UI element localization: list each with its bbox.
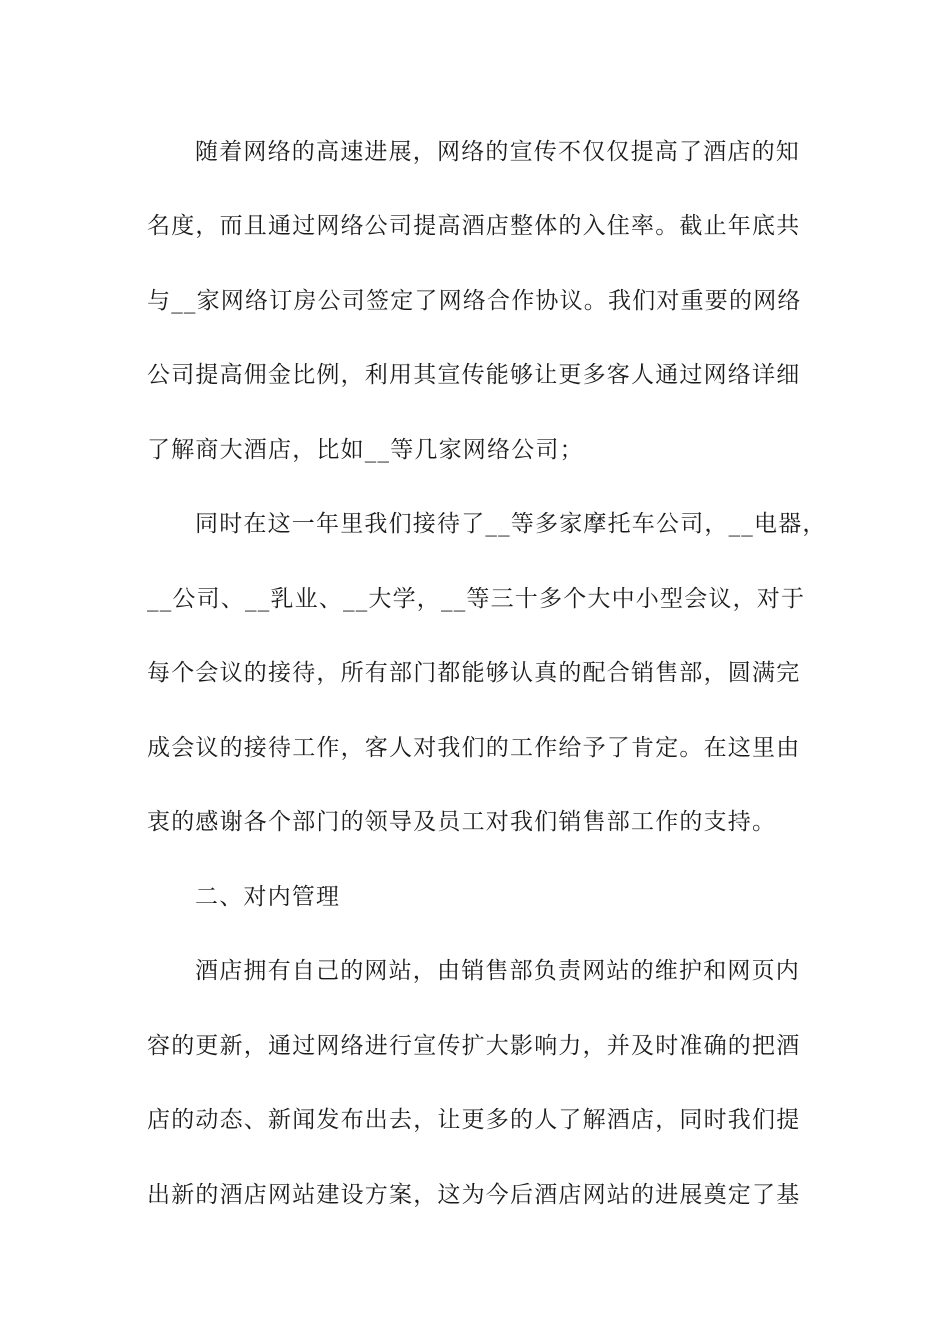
paragraph-1-line-4: 公司提高佣金比例，利用其宣传能够让更多客人通过网络详细 [147, 362, 801, 388]
paragraph-3-line-3: 店的动态、新闻发布出去，让更多的人了解酒店，同时我们提 [147, 1107, 801, 1133]
paragraph-3-line-1: 酒店拥有自己的网站，由销售部负责网站的维护和网页内 [195, 958, 800, 984]
paragraph-1-line-5: 了解商大酒店，比如__等几家网络公司； [147, 437, 584, 463]
paragraph-3-line-4: 出新的酒店网站建设方案，这为今后酒店网站的进展奠定了基 [147, 1182, 801, 1208]
section-heading: 二、对内管理 [195, 884, 341, 910]
paragraph-2-line-4: 成会议的接待工作，客人对我们的工作给予了肯定。在这里由 [147, 735, 801, 761]
paragraph-2-line-2: __公司、__乳业、__大学，__等三十多个大中小型会议，对于 [147, 586, 806, 612]
paragraph-3-line-2: 容的更新，通过网络进行宣传扩大影响力，并及时准确的把酒 [147, 1033, 801, 1059]
paragraph-2-line-1: 同时在这一年里我们接待了__等多家摩托车公司，__电器， [195, 511, 827, 537]
paragraph-1-line-1: 随着网络的高速进展，网络的宣传不仅仅提高了酒店的知 [195, 139, 800, 165]
paragraph-1-line-3: 与__家网络订房公司签定了网络合作协议。我们对重要的网络 [147, 288, 802, 314]
paragraph-2-line-3: 每个会议的接待，所有部门都能够认真的配合销售部，圆满完 [147, 660, 801, 686]
paragraph-2-line-5: 衷的感谢各个部门的领导及员工对我们销售部工作的支持。 [147, 809, 777, 835]
paragraph-1-line-2: 名度，而且通过网络公司提高酒店整体的入住率。截止年底共 [147, 213, 801, 239]
